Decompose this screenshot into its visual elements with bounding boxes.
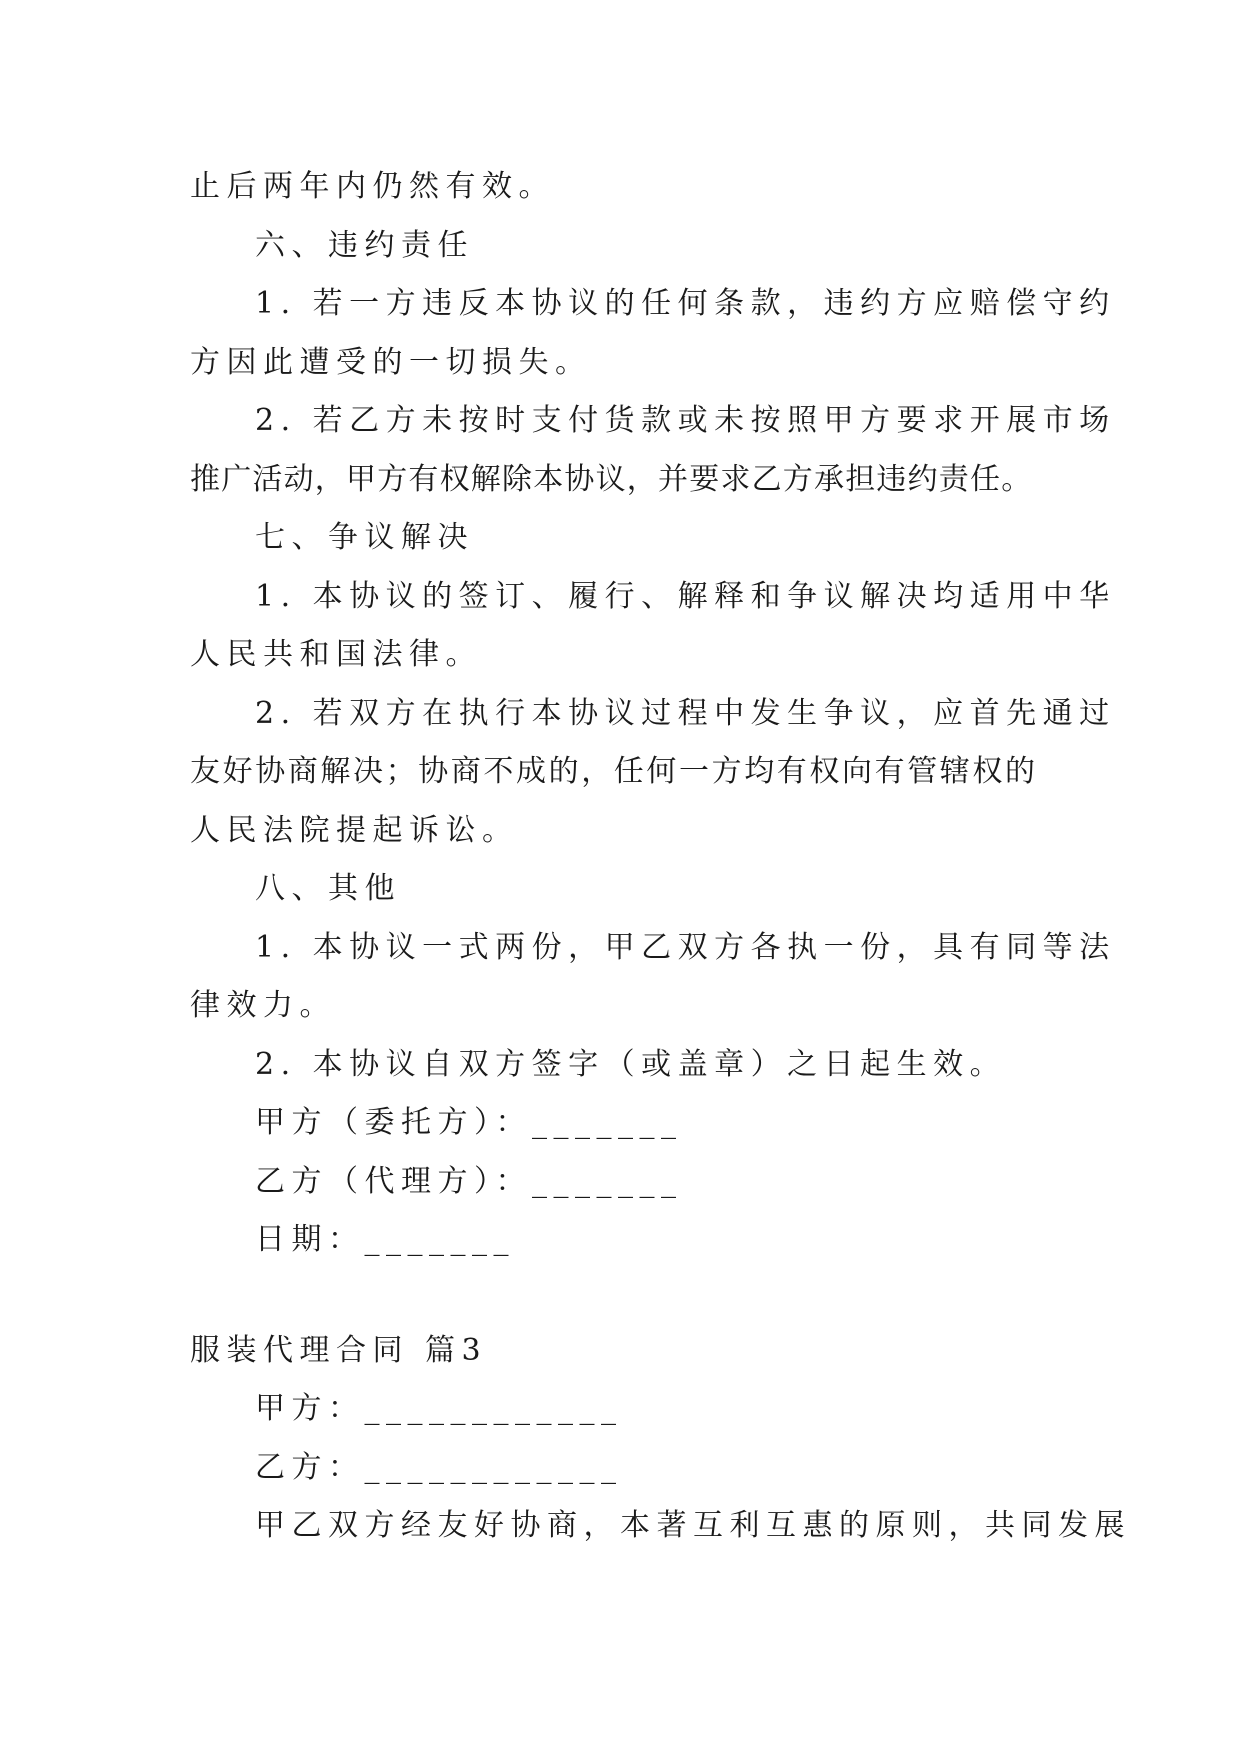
paragraph-line: 方因此遭受的一切损失。 <box>190 344 592 380</box>
paragraph-line: 止后两年内仍然有效。 <box>190 169 555 204</box>
paragraph-line: 推广活动，甲方有权解除本协议，并要求乙方承担违约责任。 <box>190 461 1033 497</box>
paragraph-line: 友好协商解决；协商不成的，任何一方均有权向有管辖权的 <box>190 754 1038 789</box>
paragraph-line: 人民共和国法律。 <box>190 637 482 672</box>
paragraph-line: 1. 若一方违反本协议的任何条款，违约方应赔偿守约 <box>255 286 1116 321</box>
party-a-line: 甲方：____________ <box>255 1391 623 1426</box>
document-page <box>190 158 1131 1556</box>
section-heading: 七、争议解决 <box>255 520 474 555</box>
signature-line-party-b: 乙方（代理方）：_______ <box>255 1163 683 1199</box>
paragraph-line: 2. 若乙方未按时支付货款或未按照甲方要求开展市场 <box>255 403 1116 438</box>
party-b-line: 乙方：____________ <box>255 1449 623 1485</box>
paragraph-line: 1. 本协议一式两份，甲乙双方各执一份，具有同等法 <box>255 929 1116 965</box>
paragraph-line: 人民法院提起诉讼。 <box>190 812 519 848</box>
paragraph-line: 2. 本协议自双方签字（或盖章）之日起生效。 <box>255 1046 1007 1082</box>
document-title: 服装代理合同 篇3 <box>190 1332 488 1368</box>
paragraph-line: 1. 本协议的签订、履行、解释和争议解决均适用中华 <box>255 578 1116 614</box>
section-heading: 六、违约责任 <box>255 227 474 263</box>
section-heading: 八、其他 <box>255 871 401 906</box>
paragraph-line: 甲乙双方经友好协商，本著互利互惠的原则，共同发展 <box>255 1508 1131 1543</box>
paragraph-line: 律效力。 <box>190 988 336 1023</box>
section-gap <box>190 1270 1060 1322</box>
paragraph-line: 2. 若双方在执行本协议过程中发生争议，应首先通过 <box>255 695 1116 731</box>
date-line: 日期：_______ <box>255 1222 515 1257</box>
signature-line-party-a: 甲方（委托方）：_______ <box>255 1105 683 1140</box>
